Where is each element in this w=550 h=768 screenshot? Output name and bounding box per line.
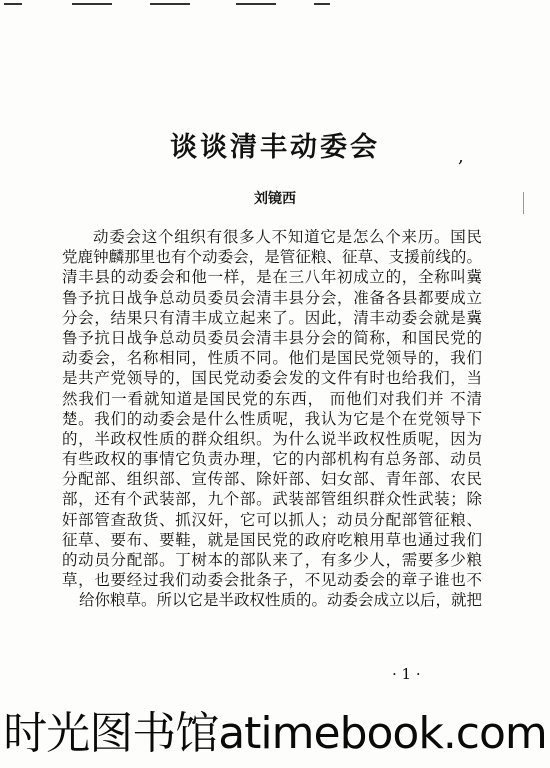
page-number: · 1 ·: [392, 665, 421, 683]
text-line: 是共产党领导的，国民党动委会发的文件有时也给我们，当: [62, 369, 482, 388]
text-line: 征草、要布、要鞋，就是国民党的政府吃粮用草也通过我们: [62, 530, 482, 549]
text-line: 鲁予抗日战争总动员委员会清丰县分会的简称，和国民党的: [62, 328, 482, 347]
text-line: 分会，结果只有清丰成立起来了。因此，清丰动委会就是冀: [62, 308, 482, 327]
text-line: 的，半政权性质的群众组织。为什么说半政权性质呢，因为: [62, 429, 482, 448]
text-line: 分配部、组织部、宣传部、除奸部、妇女部、青年部、农民: [62, 470, 482, 489]
body-text: [62, 227, 482, 611]
top-edge-mark: [314, 3, 330, 5]
top-edge-mark: [150, 3, 190, 5]
text-line: 鲁予抗日战争总动员委员会清丰县分会，准备各县都要成立: [62, 288, 482, 307]
text-line: 动委会这个组织有很多人不知道它是怎么个来历。国民: [93, 228, 482, 246]
text-line: 楚。我们的动委会是什么性质呢，我认为它是个在党领导下: [62, 409, 482, 428]
top-edge-mark: [236, 3, 276, 5]
text-line: 党鹿钟麟那里也有个动委会，是管征粮、征草、支援前线的。: [62, 248, 482, 267]
text-line: 清丰县的动委会和他一样，是在三八年初成立的，全称叫冀: [62, 268, 482, 287]
article-title: 谈谈清丰动委会: [170, 132, 380, 163]
text-line: 有些政权的事情它负责办理，它的内部机构有总务部、动员: [62, 450, 482, 469]
text-line: 的动员分配部。丁树本的部队来了，有多少人，需要多少粮: [62, 551, 482, 569]
title-stray-mark: ,: [458, 146, 464, 167]
top-edge-mark: [72, 3, 112, 5]
watermark-text: 时光图书馆atimebook.com: [3, 708, 547, 759]
author-name: 刘镜西: [254, 191, 296, 207]
text-line: 给你粮草。所以它是半政权性质的。动委会成立以后，就把: [78, 591, 482, 610]
text-line: 部，还有个武装部，九个部。武装部管组织群众性武装；除: [62, 490, 482, 509]
top-edge-mark: [4, 3, 22, 5]
text-line: 奸部管查敌货、抓汉奸，它可以抓人；动员分配部管征粮、: [62, 510, 482, 529]
text-line: 然我们一看就知道是国民党的东西， 而他们对我们并 不清: [62, 389, 482, 408]
text-line: 动委会，名称相同，性质不同。他们是国民党领导的，我们: [62, 349, 482, 368]
text-line: 草，也要经过我们动委会批条子，不见动委会的章子谁也不: [62, 571, 482, 590]
